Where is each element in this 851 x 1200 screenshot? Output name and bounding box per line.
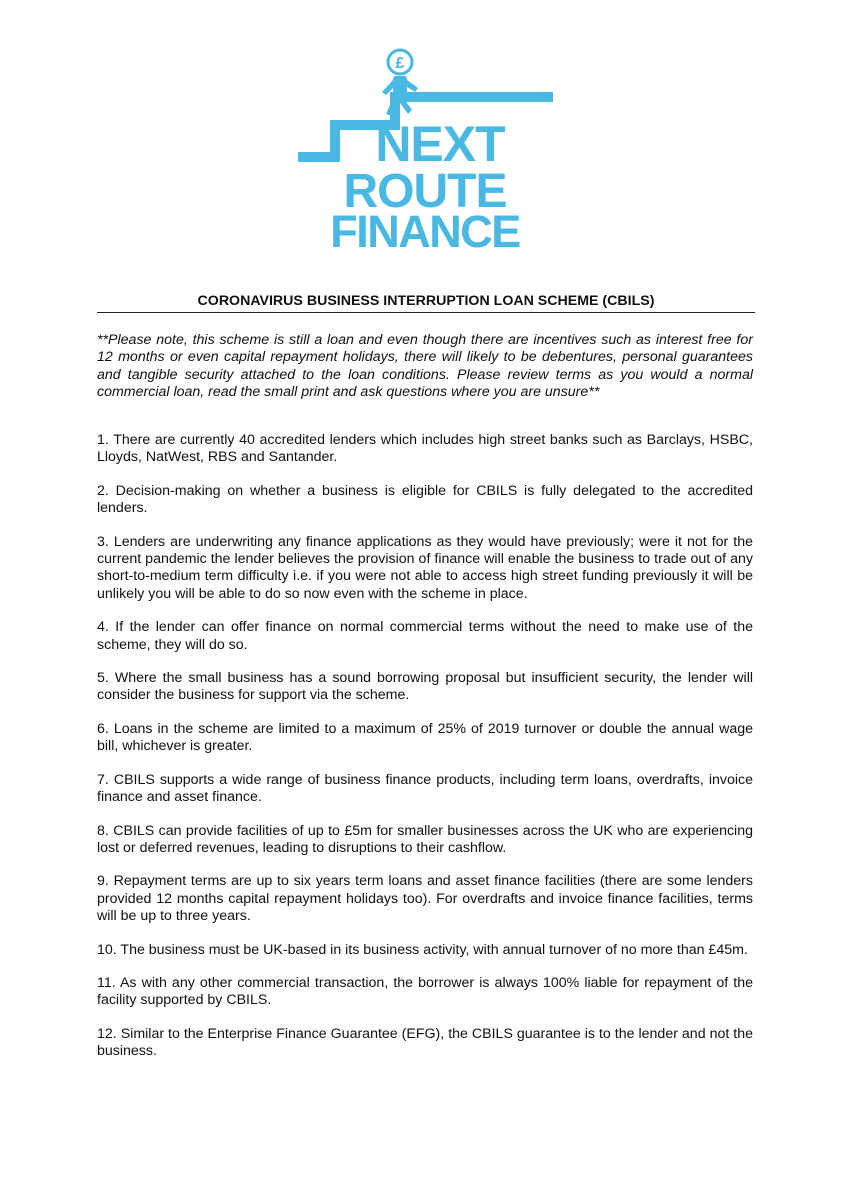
pound-coin-symbol: £: [395, 55, 405, 72]
list-item: 7. CBILS supports a wide range of business finance products, including term loans, overdrafts, invoice finance and asset finance.: [97, 771, 753, 806]
list-item: 9. Repayment terms are up to six years term loans and asset finance facilities (there are some lenders provided 12 months capital repayment holidays too). For overdrafts and invoice finance facilities, terms will be up to three years.: [97, 873, 753, 925]
disclaimer-note: **Please note, this scheme is still a loan and even though there are incentives such as interest free for 12 months or even capital repayment holidays, there will likely to be debentures, personal guarantees and tangible security attached to the loan conditions. Please review terms as you would a normal commercial loan, read the small print and ask questions where you are unsure**: [97, 332, 753, 401]
list-item: 10. The business must be UK-based in its business activity, with annual turnover of no more than £45m.: [97, 941, 748, 958]
list-item: 8. CBILS can provide facilities of up to £5m for smaller businesses across the UK who are experiencing lost or deferred revenues, leading to disruptions to their cashflow.: [97, 822, 753, 856]
list-item: 6. Loans in the scheme are limited to a maximum of 25% of 2019 turnover or double the annual wage bill, whichever is greater.: [97, 720, 753, 755]
logo-text-finance: FINANCE: [330, 206, 520, 255]
list-item: 2. Decision-making on whether a business is eligible for CBILS is fully delegated to the accredited lenders.: [97, 482, 753, 517]
list-item: 1. There are currently 40 accredited lenders which includes high street banks such as Barclays, HSBC, Lloyds, NatWest, RBS and Santander.: [97, 432, 753, 466]
list-item: 11. As with any other commercial transaction, the borrower is always 100% liable for repayment of the facility supported by CBILS.: [97, 974, 753, 1009]
logo-text-next: NEXT: [375, 116, 505, 172]
next-route-finance-logo: [290, 40, 560, 255]
list-item: 5. Where the small business has a sound borrowing proposal but insufficient security, the lender will consider the business for support via the scheme.: [97, 670, 753, 704]
document-heading: CORONAVIRUS BUSINESS INTERRUPTION LOAN SCHEME (CBILS): [97, 293, 755, 313]
list-item: 4. If the lender can offer finance on normal commercial terms without the need to make use of the scheme, they will do so.: [97, 619, 753, 653]
list-item: 3. Lenders are underwriting any finance applications as they would have previously; were it not for the current pandemic the lender believes the provision of finance will enable the business to trade out of any short-to-medium term difficulty i.e. if you were not able to access high street funding previously it will be unlikely you will be able to do so now even with the scheme in place.: [97, 533, 753, 602]
logo-text-route: ROUTE: [343, 165, 507, 218]
scheme-points-list: [97, 432, 753, 1077]
list-item: 12. Similar to the Enterprise Finance Guarantee (EFG), the CBILS guarantee is to the lender and not the business.: [97, 1025, 753, 1060]
